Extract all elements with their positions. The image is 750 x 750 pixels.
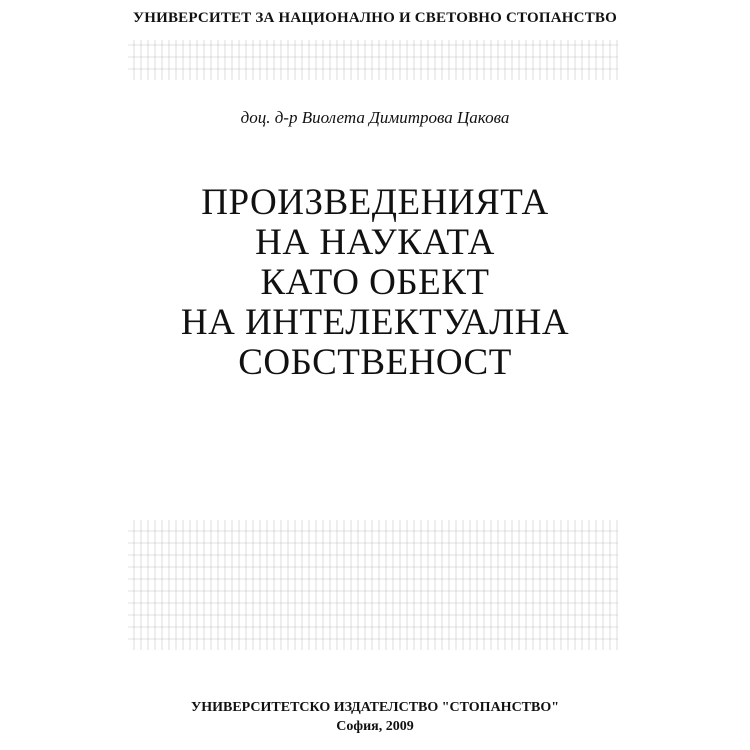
title-line: КАТО ОБЕКТ: [260, 262, 490, 303]
publication-place-year: София, 2009: [336, 719, 414, 734]
bleed-through-noise-bottom: [128, 520, 618, 650]
author-name: доц. д-р Виолета Димитрова Цакова: [240, 108, 510, 127]
title-line: СОБСТВЕНОСТ: [238, 342, 512, 383]
title-line: ПРОИЗВЕДЕНИЯТА: [201, 182, 549, 223]
title-line: НА ИНТЕЛЕКТУАЛНА: [180, 302, 570, 343]
book-title: [0, 183, 750, 383]
university-name: УНИВЕРСИТЕТ ЗА НАЦИОНАЛНО И СВЕТОВНО СТОПАНСТВО: [133, 10, 617, 26]
title-line: НА НАУКАТА: [255, 222, 495, 263]
bleed-through-noise-top: [128, 40, 618, 80]
publisher-name: УНИВЕРСИТЕТСКО ИЗДАТЕЛСТВО "СТОПАНСТВО": [190, 700, 560, 715]
